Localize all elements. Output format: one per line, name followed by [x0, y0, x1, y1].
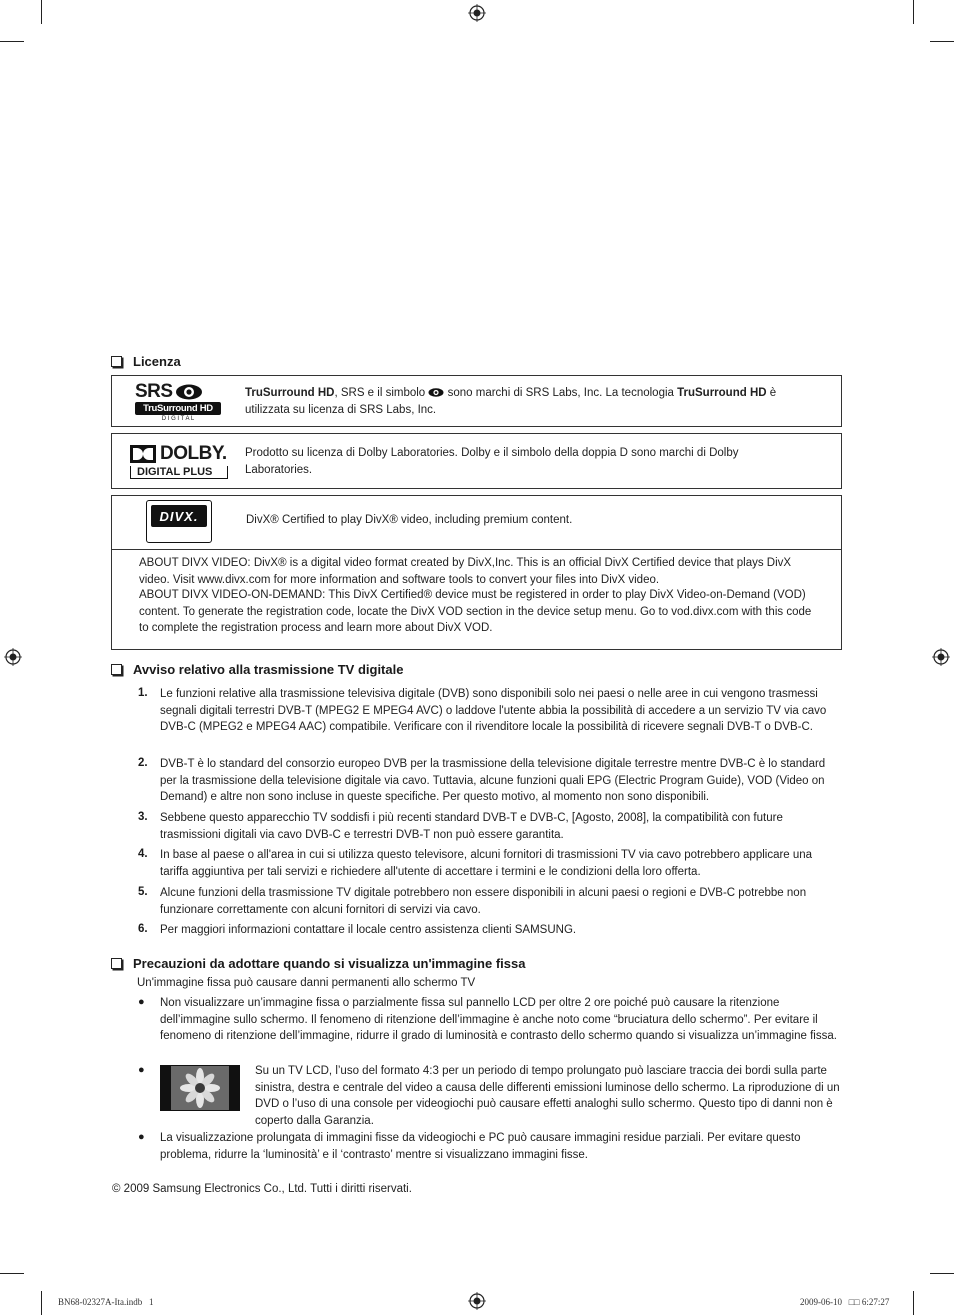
- divx-logo-text: DIVX.: [159, 508, 199, 524]
- dolby-logo: [130, 445, 230, 481]
- list-item-number: 5.: [138, 886, 148, 898]
- checkbox-bullet-icon: [111, 664, 122, 675]
- srs-badge: TruSurround HD: [135, 402, 221, 415]
- registration-mark-icon: [932, 648, 950, 666]
- list-item-number: 2.: [138, 757, 148, 769]
- list-item: In base al paese o all'area in cui si utilizza questo televisore, alcuni fornitori di trasmissioni TV via cavo potrebbero applicare una tariffa aggiuntiva per tali servizi e richiedere all'utente di accettare i termini e le condizioni della loro offerta.: [160, 849, 813, 878]
- crop-mark: [41, 1291, 42, 1315]
- srs-logo-text: SRS: [135, 381, 173, 402]
- list-item: Per maggiori informazioni contattare il locale centro assistenza clienti SAMSUNG.: [160, 924, 577, 936]
- list-item-number: 6.: [138, 923, 148, 935]
- crop-mark: [0, 41, 24, 42]
- footer-file-name: BN68-02327A-Ita.indb 1: [58, 1297, 154, 1307]
- srs-digital-text: D I G I T A L: [161, 416, 195, 422]
- list-item-number: 1.: [138, 687, 148, 699]
- bullet-icon: ●: [138, 996, 145, 1008]
- srs-logo: [135, 383, 225, 425]
- divx-license-box: [111, 495, 842, 650]
- flower-image-icon: [161, 1066, 239, 1110]
- srs-symbol-icon: [428, 388, 444, 397]
- licenza-heading: [111, 354, 181, 369]
- crop-mark: [930, 1273, 954, 1274]
- srs-license-box: [111, 375, 842, 427]
- list-item: La visualizzazione prolungata di immagini fisse da videogiochi e PC può causare immagini residue parziali. Per evitare questo problema, ridurre la ‘luminosità’ e il ‘contrasto’ mentre si visualizzano immagini fisse.: [160, 1132, 801, 1161]
- list-item: Non visualizzare un’immagine fissa o parzialmente fissa sul pannello LCD per oltre 2 ore poiché può causare la ritenzione dell’immagine sullo schermo. Il fenomeno di ritenzione dell’immagine è anche noto come “bruciatura dello schermo”. Per evitare il fenomeno di ritenzione dell’immagine, ridurre il grado di luminosità e contrasto dello schermo quando si visualizza un’immagine fissa.: [160, 997, 837, 1042]
- crop-mark: [913, 0, 914, 24]
- bullet-icon: ●: [138, 1131, 145, 1143]
- dolby-double-d-icon: [130, 445, 156, 463]
- registration-mark-icon: [468, 4, 486, 22]
- list-item-number: 3.: [138, 811, 148, 823]
- dolby-license-text: Prodotto su licenza di Dolby Laboratories. Dolby e il simbolo della doppia D sono marchi di Dolby Laboratories.: [245, 447, 739, 476]
- avviso-heading: [111, 662, 403, 677]
- list-item: DVB-T è lo standard del consorzio europeo DVB per la trasmissione della televisione digitale terrestre mentre DVB-C è lo standard per la trasmissione della televisione digitale via cavo. Tuttavia, alcune funzioni quali EPG (Electric Program Guide), VOD (Video on Demand) e altre non sono incluse in queste specifiche. Per questo motivo, al momento non sono disponibili.: [160, 758, 826, 803]
- precauzioni-heading-text: Precauzioni da adottare quando si visualizza un'immagine fissa: [133, 956, 526, 971]
- dolby-digital-plus-text: DIGITAL PLUS: [130, 466, 228, 479]
- divx-about-text: ABOUT DIVX VIDEO: DivX® is a digital video format created by DivX,Inc. This is an official DivX Certified device that plays DivX video. Visit www.divx.com for more information and software tools to convert your files into DivX video.: [139, 557, 792, 586]
- licenza-heading-text: Licenza: [133, 354, 181, 369]
- srs-circle-icon: [175, 384, 203, 400]
- flower-tv-image: [160, 1065, 240, 1111]
- divx-logo: [146, 500, 212, 543]
- checkbox-bullet-icon: [111, 958, 122, 969]
- crop-mark: [41, 0, 42, 24]
- avviso-heading-text: Avviso relativo alla trasmissione TV digitale: [133, 662, 404, 677]
- list-item: Le funzioni relative alla trasmissione televisiva digitale (DVB) sono disponibili solo nei paesi o nelle aree in cui vengono trasmessi segnali digitali terrestri DVB-T (MPEG2 E MPEG4 AVC) o laddove l'utente abbia la possibilità di accedere a un servizio TV via cavo DVB-C (MPEG2 e MPEG4 AAC) compatibile. Verificare con il rivenditore locale la possibilità di ricevere segnali DVB-T o DVB-C.: [160, 688, 827, 733]
- footer-date: 2009-06-10 □□ 6:27:27: [800, 1297, 890, 1307]
- list-item: Alcune funzioni della trasmissione TV digitale potrebbero non essere disponibili in alcuni paesi o regioni e DVB-C potrebbe non funzionare correttamente con alcuni fornitori di servizi via cavo.: [160, 887, 807, 916]
- copyright-text: © 2009 Samsung Electronics Co., Ltd. Tutti i diritti riservati.: [112, 1183, 412, 1195]
- divx-vod-text: ABOUT DIVX VIDEO-ON-DEMAND: This DivX Certified® device must be registered in order to play DivX Video-on-Demand (VOD) content. To generate the registration code, locate the DivX VOD section in the device setup menu. Go to vod.divx.com with this code to complete the registration process and learn more about DivX VOD.: [139, 589, 812, 634]
- checkbox-bullet-icon: [111, 356, 122, 367]
- precauzioni-intro: Un'immagine fissa può causare danni permanenti allo schermo TV: [137, 977, 476, 989]
- divx-divider: [112, 549, 841, 550]
- divx-certified-text: DivX® Certified to play DivX® video, including premium content.: [246, 514, 573, 526]
- registration-mark-icon: [468, 1292, 486, 1310]
- crop-mark: [930, 41, 954, 42]
- dolby-license-box: [111, 433, 842, 489]
- list-item-number: 4.: [138, 848, 148, 860]
- list-item: Su un TV LCD, l’uso del formato 4:3 per un periodo di tempo prolungato può lasciare traccia dei bordi sulla parte sinistra, destra e centrale del video a causa delle differenti emissioni luminose dello schermo. La riproduzione di un DVD o l’uso di una console per videogiochi può causare effetti analoghi sullo schermo. Questo tipo di danni non è coperto dalla Garanzia.: [255, 1065, 840, 1127]
- srs-license-text: TruSurround HD, SRS e il simbolo sono marchi di SRS Labs, Inc. La tecnologia TruSurround HD è utilizzata su licenza di SRS Labs, Inc.: [245, 387, 777, 416]
- bullet-icon: ●: [138, 1064, 145, 1076]
- precauzioni-heading: [111, 956, 525, 971]
- registration-mark-icon: [4, 648, 22, 666]
- dolby-logo-text: DOLBY.: [160, 443, 227, 464]
- crop-mark: [0, 1273, 24, 1274]
- crop-mark: [913, 1291, 914, 1315]
- list-item: Sebbene questo apparecchio TV soddisfi i più recenti standard DVB-T e DVB-C, [Agosto, 2008], la compatibilità con future trasmissioni digitali via cavo DVB-C e terrestri DVB-T non può essere garantita.: [160, 812, 783, 841]
